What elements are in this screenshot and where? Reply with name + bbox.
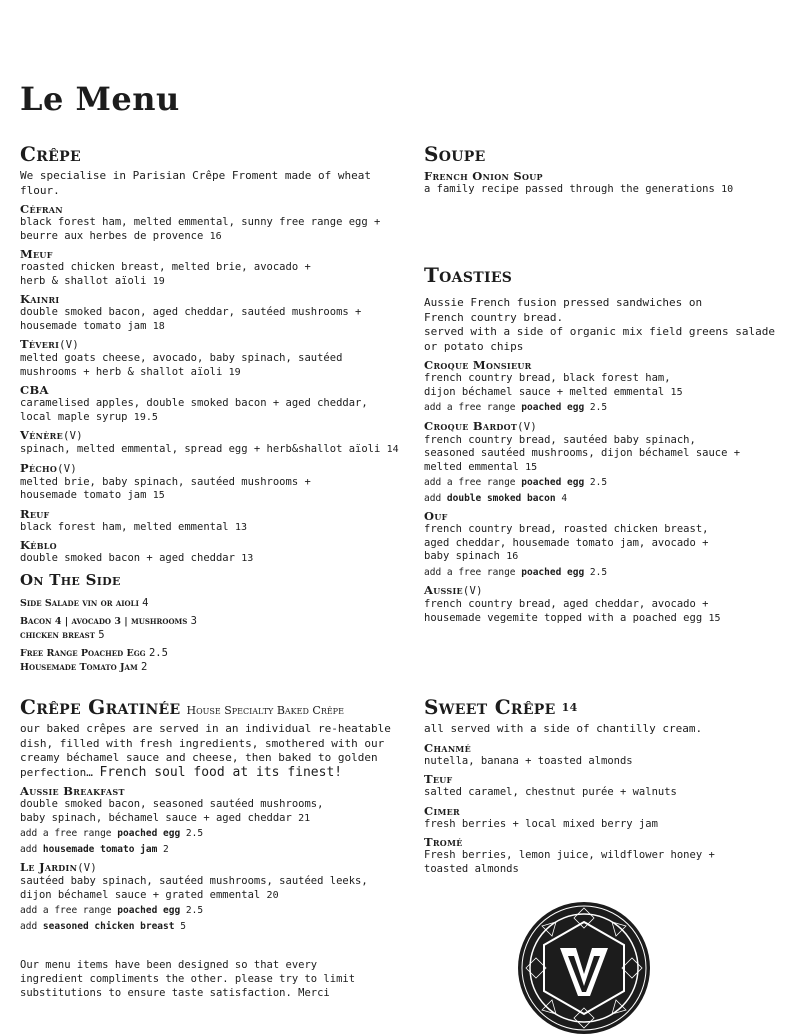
side-item bbox=[20, 661, 405, 674]
item-name bbox=[424, 835, 800, 849]
toasties-intro: Aussie French fusion pressed sandwiches on French country bread. served with a side of organic mix field greens salade or potato chips bbox=[424, 296, 775, 353]
item-name-text: Croque Bardot bbox=[424, 418, 518, 433]
item-name-text: Meuf bbox=[20, 247, 53, 261]
toasties-section-title: Toasties bbox=[424, 263, 513, 287]
menu-item bbox=[424, 741, 800, 769]
addon-prefix: add a free range bbox=[20, 828, 112, 839]
addon-prefix: add a free range bbox=[20, 905, 112, 916]
item-description bbox=[424, 786, 800, 800]
addon-prefix: add a free range bbox=[424, 566, 516, 578]
item-name bbox=[20, 860, 410, 875]
addon-item: poached egg bbox=[521, 402, 585, 413]
menu-item bbox=[20, 337, 405, 379]
footer-note: Our menu items have been designed so that every ingredient compliments the other. please try to limit substitutions to ensure taste satisfaction. Merci bbox=[20, 959, 356, 999]
item-price: 20 bbox=[266, 889, 279, 901]
vegetarian-tag: (V) bbox=[59, 339, 80, 351]
menu-item bbox=[20, 247, 405, 288]
addon-line bbox=[20, 905, 410, 918]
item-name-text: CBA bbox=[20, 383, 49, 397]
addon-line bbox=[424, 567, 800, 580]
item-description bbox=[424, 598, 800, 625]
side-item-price: 2.5 bbox=[148, 646, 168, 659]
vegetarian-tag: (V) bbox=[517, 420, 538, 433]
addon-item: poached egg bbox=[117, 828, 181, 839]
side-item-text: Bacon 4 | avocado 3 | mushrooms bbox=[20, 615, 188, 627]
item-name-text: Cimer bbox=[424, 803, 460, 818]
addon-item: seasoned chicken breast bbox=[42, 920, 175, 932]
item-description-text: a family recipe passed through the generations bbox=[424, 183, 715, 195]
item-description-text: melted goats cheese, avocado, baby spinach, sautéed mushrooms + herb & shallot aïoli bbox=[20, 352, 343, 378]
toasties-section bbox=[424, 264, 800, 625]
gratinee-note: House Specialty Baked Crêpe bbox=[186, 704, 344, 717]
item-price: 15 bbox=[525, 461, 538, 473]
item-description bbox=[424, 818, 800, 832]
item-price: 21 bbox=[298, 812, 311, 824]
vegetarian-tag: (V) bbox=[77, 862, 98, 874]
item-name bbox=[20, 538, 405, 552]
item-description bbox=[20, 875, 410, 902]
crepe-section-title: Crêpe bbox=[20, 142, 81, 166]
item-description bbox=[20, 261, 405, 288]
item-name-text: Aussie Breakfast bbox=[20, 784, 125, 798]
item-price: 15 bbox=[670, 386, 683, 398]
item-name-text: Téveri bbox=[20, 337, 60, 351]
addon-price: 2 bbox=[163, 843, 169, 855]
soupe-section bbox=[424, 143, 800, 197]
addon-line bbox=[20, 828, 410, 841]
item-price: 19.5 bbox=[133, 411, 158, 423]
gratinee-item-list bbox=[20, 784, 410, 933]
addon-item: housemade tomato jam bbox=[42, 843, 158, 855]
item-description-text: french country bread, aged cheddar, avocado + housemade vegemite topped with a poached egg bbox=[424, 598, 709, 624]
side-list bbox=[20, 597, 405, 674]
addon-line bbox=[424, 493, 800, 506]
item-price: 16 bbox=[506, 551, 519, 562]
item-price: 15 bbox=[152, 490, 165, 501]
addon-item: poached egg bbox=[521, 566, 585, 578]
vegetarian-tag: (V) bbox=[462, 585, 483, 597]
toasties-item-list bbox=[424, 358, 800, 625]
item-name bbox=[424, 169, 800, 183]
item-description bbox=[424, 849, 800, 876]
menu-item bbox=[20, 538, 405, 566]
soupe-section-title: Soupe bbox=[424, 142, 486, 166]
item-description bbox=[424, 523, 800, 564]
side-item-text: Free Range Poached Egg bbox=[20, 647, 146, 659]
sweet-section bbox=[424, 696, 800, 876]
sweet-section-title bbox=[424, 696, 800, 718]
item-description-text: french country bread, black forest ham, dijon béchamel sauce + melted emmental bbox=[424, 372, 671, 398]
menu-item bbox=[424, 583, 800, 625]
menu-item bbox=[424, 419, 800, 506]
item-description-text: french country bread, roasted chicken breast, aged cheddar, housemade tomato jam, avocado + baby spinach bbox=[424, 523, 709, 562]
side-item-price: 4 bbox=[142, 596, 149, 609]
side-item-price: 2 bbox=[141, 660, 148, 673]
addon-price: 2.5 bbox=[185, 828, 204, 839]
item-name bbox=[424, 772, 800, 786]
addon-item: poached egg bbox=[521, 477, 585, 488]
item-description-text: salted caramel, chestnut purée + walnuts bbox=[424, 786, 677, 798]
item-description bbox=[20, 397, 405, 424]
addon-price: 2.5 bbox=[589, 402, 608, 413]
side-item bbox=[20, 647, 405, 660]
side-item bbox=[20, 615, 405, 628]
item-name bbox=[424, 509, 800, 523]
item-price: 14 bbox=[386, 444, 399, 455]
item-name bbox=[424, 358, 800, 372]
item-name bbox=[20, 461, 405, 476]
item-price: 16 bbox=[209, 230, 222, 242]
side-item-price: 5 bbox=[98, 628, 105, 641]
item-name bbox=[424, 583, 800, 598]
item-name bbox=[20, 784, 410, 798]
item-description bbox=[20, 476, 405, 503]
item-description-text: Fresh berries, lemon juice, wildflower honey + toasted almonds bbox=[424, 849, 715, 875]
item-description-text: double smoked bacon, seasoned sautéed mushrooms, baby spinach, béchamel sauce + aged cheddar bbox=[20, 798, 324, 824]
yv-monogram-hexagon-logo-icon bbox=[516, 900, 652, 1035]
menu-item bbox=[20, 383, 405, 424]
item-description bbox=[424, 183, 800, 197]
menu-item bbox=[20, 202, 405, 243]
item-name-text: Le Jardin bbox=[20, 860, 78, 874]
menu-item bbox=[20, 507, 405, 535]
item-name bbox=[424, 741, 800, 755]
item-name-text: Tromé bbox=[424, 835, 463, 849]
addon-price: 2.5 bbox=[589, 566, 608, 578]
addon-price: 2.5 bbox=[185, 905, 204, 916]
crepe-section bbox=[20, 143, 405, 566]
menu-item bbox=[424, 358, 800, 415]
gratinee-intro bbox=[20, 722, 410, 780]
item-price: 19 bbox=[152, 275, 165, 287]
addon-line bbox=[20, 844, 410, 857]
item-name bbox=[20, 507, 405, 521]
item-name-text: Vénère bbox=[20, 428, 63, 442]
item-description bbox=[20, 443, 405, 457]
item-description bbox=[20, 216, 405, 243]
item-description bbox=[20, 552, 405, 566]
side-item-price: 3 bbox=[190, 614, 197, 627]
menu-item bbox=[20, 784, 410, 856]
addon-line bbox=[424, 477, 800, 490]
item-name-text: Kéblo bbox=[20, 538, 57, 552]
menu-item bbox=[20, 428, 405, 457]
item-description-text: roasted chicken breast, melted brie, avocado + herb & shallot aïoli bbox=[20, 261, 311, 287]
addon-line bbox=[424, 402, 800, 415]
item-description-text: double smoked bacon, aged cheddar, sautéed mushrooms + housemade tomato jam bbox=[20, 306, 362, 332]
side-section-title: On The Side bbox=[20, 571, 121, 589]
addon-price: 2.5 bbox=[589, 477, 608, 488]
menu-item bbox=[20, 461, 405, 503]
gratinee-section bbox=[20, 696, 410, 933]
item-description bbox=[20, 352, 405, 379]
menu-item bbox=[20, 860, 410, 933]
item-description-text: black forest ham, melted emmental bbox=[20, 520, 229, 533]
item-name-text: Céfran bbox=[20, 202, 63, 216]
item-price: 19 bbox=[228, 366, 241, 378]
item-name bbox=[20, 247, 405, 261]
item-description bbox=[20, 521, 405, 535]
item-description-text: caramelised apples, double smoked bacon + aged cheddar, local maple syrup bbox=[20, 397, 368, 423]
item-description-text: black forest ham, melted emmental, sunny free range egg + beurre aux herbes de provence bbox=[20, 216, 381, 242]
addon-price: 5 bbox=[180, 920, 186, 932]
menu-item bbox=[424, 835, 800, 876]
sweet-item-list bbox=[424, 741, 800, 877]
item-description bbox=[424, 372, 800, 399]
item-price: 13 bbox=[241, 553, 254, 564]
vegetarian-tag: (V) bbox=[62, 430, 83, 442]
item-name bbox=[424, 804, 800, 818]
sweet-title-text: Sweet Crêpe bbox=[424, 695, 556, 719]
item-description bbox=[424, 434, 800, 475]
addon-price: 4 bbox=[561, 492, 568, 504]
item-name-text: Pécho bbox=[20, 460, 58, 475]
item-name-text: Aussie bbox=[424, 583, 463, 597]
menu-item bbox=[424, 804, 800, 832]
item-price: 15 bbox=[708, 612, 721, 624]
side-item bbox=[20, 629, 405, 642]
crepe-item-list bbox=[20, 202, 405, 566]
sweet-price: 14 bbox=[561, 701, 578, 715]
menu-item bbox=[424, 772, 800, 800]
side-section bbox=[20, 572, 405, 674]
gratinee-intro-text: our baked crêpes are served in an individual re-heatable dish, filled with fresh ingredients, smothered with our creamy béchamel sauce and cheese, then baked to golden perfection… bbox=[20, 722, 391, 779]
item-name-text: Ouf bbox=[424, 509, 448, 523]
item-description bbox=[424, 755, 800, 769]
item-name-text: Teuf bbox=[424, 772, 453, 786]
item-name bbox=[20, 337, 405, 352]
item-description-text: spinach, melted emmental, spread egg + herb&shallot aïoli bbox=[20, 443, 381, 455]
item-name-text: French Onion Soup bbox=[424, 169, 543, 183]
vegetarian-tag: (V) bbox=[57, 462, 78, 475]
item-name-text: Reuf bbox=[20, 506, 50, 521]
item-name bbox=[20, 428, 405, 443]
addon-item: double smoked bacon bbox=[446, 492, 556, 504]
side-item bbox=[20, 597, 405, 610]
item-description-text: nutella, banana + toasted almonds bbox=[424, 754, 633, 767]
addon-prefix: add a free range bbox=[424, 402, 516, 413]
item-description-text: fresh berries + local mixed berry jam bbox=[424, 817, 658, 830]
addon-prefix: add a free range bbox=[424, 477, 516, 488]
sweet-intro: all served with a side of chantilly cream. bbox=[424, 722, 703, 735]
side-item-text: Side Salade vin or aioli bbox=[20, 597, 139, 609]
gratinee-section-title bbox=[20, 696, 410, 718]
item-name bbox=[20, 202, 405, 216]
item-description-text: sautéed baby spinach, sautéed mushrooms, sautéed leeks, dijon béchamel sauce + grated emmental bbox=[20, 875, 368, 901]
crepe-intro: We specialise in Parisian Crêpe Froment made of wheat flour. bbox=[20, 169, 371, 197]
side-item-text: chicken breast bbox=[20, 629, 95, 641]
addon-item: poached egg bbox=[117, 905, 181, 916]
soupe-item-list bbox=[424, 169, 800, 197]
page-title: Le Menu bbox=[20, 80, 180, 118]
menu-item bbox=[424, 169, 800, 197]
item-name-text: Chanmé bbox=[424, 740, 471, 755]
item-price: 10 bbox=[721, 184, 734, 195]
addon-line bbox=[20, 921, 410, 934]
menu-item bbox=[424, 509, 800, 579]
addon-prefix: add bbox=[424, 492, 442, 504]
side-item-text: Housemade Tomato Jam bbox=[20, 661, 138, 673]
item-name-text: Croque Monsieur bbox=[424, 358, 532, 372]
item-description-text: french country bread, sautéed baby spinach, seasoned sautéed mushrooms, dijon béchamel sauce + melted emmental bbox=[424, 433, 741, 473]
item-description-text: melted brie, baby spinach, sautéed mushrooms + housemade tomato jam bbox=[20, 475, 311, 501]
item-name bbox=[20, 383, 405, 397]
item-price: 13 bbox=[234, 521, 247, 533]
addon-prefix: add bbox=[20, 920, 38, 932]
gratinee-title-text: Crêpe Gratinée bbox=[20, 695, 181, 719]
item-name bbox=[20, 292, 405, 306]
item-price: 18 bbox=[152, 320, 165, 332]
item-name-text: Kainri bbox=[20, 292, 60, 306]
item-description-text: double smoked bacon + aged cheddar bbox=[20, 552, 235, 564]
addon-prefix: add bbox=[20, 843, 38, 855]
item-description bbox=[20, 306, 405, 333]
menu-item bbox=[20, 292, 405, 333]
item-name bbox=[424, 419, 800, 434]
item-description bbox=[20, 798, 410, 825]
gratinee-intro-highlight: French soul food at its finest! bbox=[99, 764, 343, 780]
